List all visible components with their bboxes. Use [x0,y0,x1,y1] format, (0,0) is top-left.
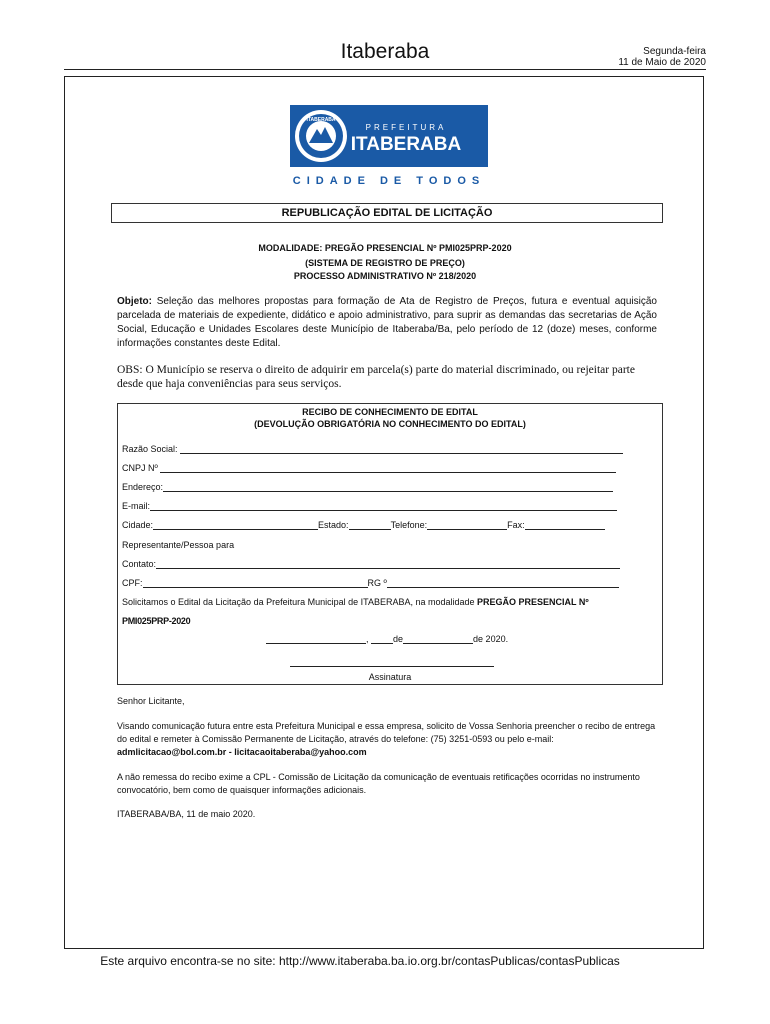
solicitamos-bold: PREGÃO PRESENCIAL Nº [477,597,589,607]
signature-line[interactable] [290,666,494,667]
edital-title: REPUBLICAÇÃO EDITAL DE LICITAÇÃO [111,203,663,223]
comma: , [366,634,369,644]
top-rule [64,69,706,70]
contact-emails: admlicitacao@bol.com.br - licitacaoitaberaba@yahoo.com [117,747,367,757]
processo-line: PROCESSO ADMINISTRATIVO Nº 218/2020 [293,271,477,281]
objeto-paragraph [117,295,657,351]
cpf-label: CPF: [122,578,143,588]
recibo-box [117,403,663,685]
pregao-number: PMI025PRP-2020 [122,616,191,626]
recibo-title: RECIBO DE CONHECIMENTO DE EDITAL [302,407,478,417]
logo-seal-text: ITABERABA [306,117,336,123]
representante-label: Representante/Pessoa para [122,540,235,550]
nao-remessa-paragraph: A não remessa do recibo exime a CPL - Comissão de Licitação da comunicação de eventuais retificações ocorridas no instrumento convocatório, bem como de quaisquer informações adicionais. [117,772,640,795]
masthead-date [618,46,706,68]
rg-line[interactable] [387,578,619,588]
logo-slogan: CIDADE DE TODOS [292,175,486,187]
masthead-weekday: Segunda-feira [643,46,706,57]
cpf-rg-row [122,578,619,588]
cidade-label: Cidade: [122,520,154,530]
estado-label: Estado: [318,520,349,530]
endereco-line[interactable] [163,482,613,492]
modalidade-line: MODALIDADE: PREGÃO PRESENCIAL Nº PMI025PRP-2020 [258,243,512,253]
de-label: de [393,634,404,644]
footer-site-link: Este arquivo encontra-se no site: http://www.itaberaba.ba.io.org.br/contasPublicas/contasPublicas [100,954,620,968]
logo-name: ITABERABA [350,134,462,155]
prefeitura-logo [290,105,488,207]
email-label: E-mail: [122,501,151,511]
visando-paragraph [117,720,657,759]
contato-field [122,559,620,569]
fax-label: Fax: [507,520,525,530]
razao-social-field [122,444,623,454]
local-data: ITABERABA/BA, 11 de maio 2020. [117,809,256,819]
estado-line[interactable] [349,520,391,530]
day-line[interactable] [371,634,393,644]
masthead-date-text: 11 de Maio de 2020 [618,57,706,68]
month-line[interactable] [403,634,473,644]
document-frame [64,76,704,949]
rg-label: RG º [367,578,387,588]
recibo-subtitle: (DEVOLUÇÃO OBRIGATÓRIA NO CONHECIMENTO DO EDITAL) [254,419,526,429]
telefone-label: Telefone: [390,520,428,530]
assinatura-label: Assinatura [368,672,412,682]
email-line[interactable] [150,501,617,511]
telefone-line[interactable] [427,520,507,530]
date-line-row [266,634,508,644]
objeto-text: Seleção das melhores propostas para formação de Ata de Registro de Preços, futura e eventual aquisição parcelada de materiais de expediente, didático e apoio administrativo, para suprir as demandas das secretarias de Ação Social, Educação e Unidades Escolares deste Município de Itaberaba/Ba, pelo período de 12 (doze) meses, conforme informações constantes deste Edital. [117,296,657,349]
solicitamos-text [122,597,589,607]
logo-small-text: PREFEITURA [365,123,447,132]
contato-line[interactable] [156,559,620,569]
fax-line[interactable] [525,520,605,530]
email-field [122,501,617,511]
obs-paragraph: OBS: O Município se reserva o direito de adquirir em parcela(s) parte do material discriminado, ou rejeitar parte desde que haja conveniências para seus serviços. [117,364,635,390]
cnpj-line[interactable] [160,463,616,473]
objeto-label: Objeto: [117,296,152,307]
masthead-title: Itaberaba [340,40,430,63]
sistema-line: (SISTEMA DE REGISTRO DE PREÇO) [305,258,465,268]
razao-social-label: Razão Social: [122,444,178,454]
year-label: de 2020. [473,634,509,644]
endereco-field [122,482,613,492]
cnpj-field [122,463,616,473]
cidade-line[interactable] [153,520,318,530]
cidade-row [122,520,605,530]
local-line[interactable] [266,634,366,644]
visando-text: Visando comunicação futura entre esta Prefeitura Municipal e essa empresa, solicito de Vossa Senhoria preencher o recibo de entrega do edital e remeter à Comissão Permanente de Licitação, através do telefone: (75) 3251-0593 ou pelo e-mail: [117,721,656,744]
solicitamos-normal: Solicitamos o Edital da Licitação da Prefeitura Municipal de ITABERABA, na modalidade [122,597,478,607]
razao-social-line[interactable] [180,444,623,454]
cpf-line[interactable] [143,578,368,588]
contato-label: Contato: [122,559,157,569]
endereco-label: Endereço: [122,482,164,492]
senhor-licitante: Senhor Licitante, [117,696,185,706]
cnpj-label: CNPJ Nº [122,463,158,473]
